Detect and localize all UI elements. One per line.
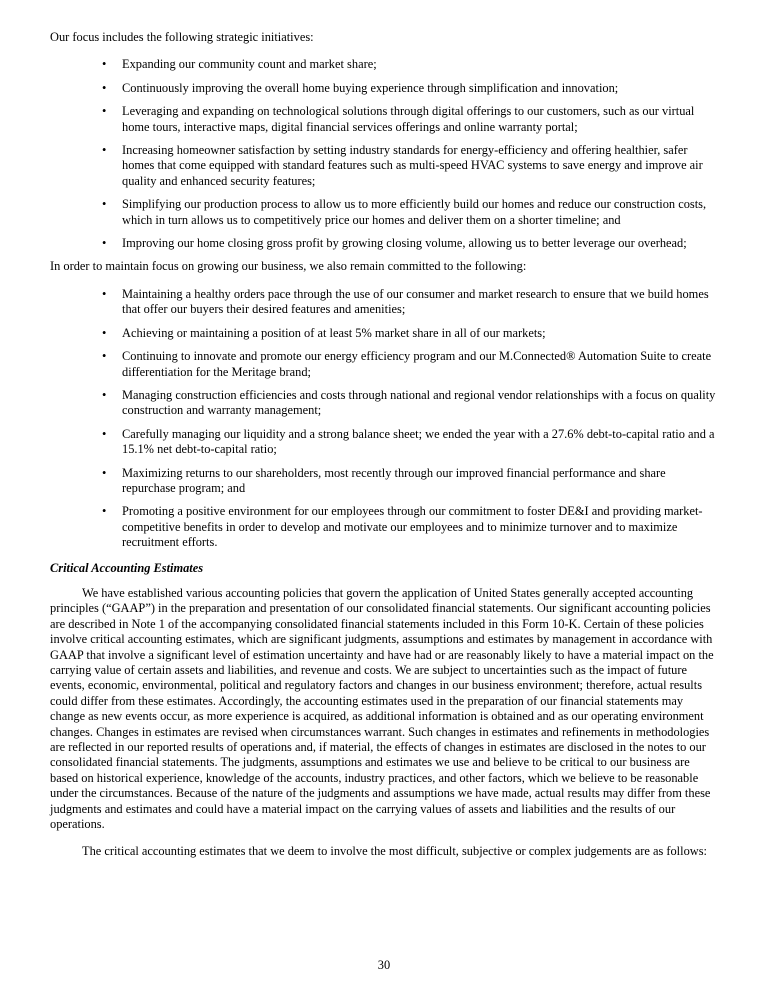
bullet-icon: • [102,286,107,301]
bullet-icon: • [102,465,107,480]
list-item [50,143,718,189]
strategic-initiatives-list [50,57,718,251]
bullet-text: Maximizing returns to our shareholders, most recently through our improved financial performance and share repurchase program; and [122,465,666,495]
bullet-icon: • [102,197,107,212]
list-item [50,57,718,72]
bullet-icon: • [102,57,107,72]
bullet-icon: • [102,426,107,441]
bullet-icon: • [102,236,107,251]
list-item [50,104,718,135]
body-paragraph-2: The critical accounting estimates that we deem to involve the most difficult, subjective or complex judgements are as follows: [82,844,707,859]
bullet-text: Leveraging and expanding on technological solutions through digital offerings to our customers, such as our virtual home tours, interactive maps, digital financial services offerings and online warranty portal; [122,104,695,134]
bullet-text: Increasing homeowner satisfaction by setting industry standards for energy-efficiency and offering healthier, safer homes that come equipped with standard features such as multi-speed HVAC systems to save energy and improve air quality and enhanced security features; [122,143,703,188]
bullet-text: Carefully managing our liquidity and a strong balance sheet; we ended the year with a 27.6% debt-to-capital ratio and a 15.1% net debt-to-capital ratio; [122,426,715,457]
bullet-text: Improving our home closing gross profit by growing closing volume, allowing us to better leverage our overhead; [122,236,687,251]
bullet-text: Expanding our community count and market share; [122,57,377,72]
bullet-text: Maintaining a healthy orders pace through the use of our consumer and market research to ensure that we build homes that offer our buyers their desired features and amenities; [122,286,709,317]
bullet-icon: • [102,325,107,340]
bullet-text: Managing construction efficiencies and costs through national and regional vendor relationships with a focus on quality construction and warranty management; [122,387,716,418]
list-item [50,236,718,251]
bullet-text: Continuously improving the overall home buying experience through simplification and innovation; [122,80,619,95]
bullet-icon: • [102,504,107,519]
bullet-icon: • [102,104,107,119]
list-item [50,504,718,550]
bullet-icon: • [102,80,107,95]
bullet-text: Promoting a positive environment for our employees through our commitment to foster DE&I and providing market-competitive benefits in order to develop and motivate our employees and to minimize turnover and to maximize recruitment efforts. [122,504,703,550]
bullet-icon: • [102,143,107,158]
body-paragraph-1: We have established various accounting policies that govern the application of United States generally accepted accounting principles (“GAAP”) in the preparation and presentation of our consolidated financial statements. Our significant accounting policies are described in Note 1 of the accompanying consolidated financial statements included in this Form 10-K. Certain of these policies involve critical accounting estimates, which are significant judgments, assumptions and estimates by management in accordance with GAAP that involve a significant level of estimation uncertainty and have had or are reasonably likely to have a material impact on the carrying value of certain assets and liabilities, and revenue and costs. We are subject to uncertainties such as the impact of future events, economic, environmental, political and regulatory factors and changes in our business environment; therefore, actual results could differ from these estimates. Accordingly, the accounting estimates used in the preparation of our financial statements may change as new events occur, as more experience is acquired, as additional information is obtained and as our operating environment changes. Changes in estimates are revised when circumstances warrant. Such changes in estimates and refinements in methodologies are reflected in our reported results of operations and, if material, the effects of changes in estimates are disclosed in the notes to our consolidated financial statements. The judgments, assumptions and estimates we use and believe to be critical to our business are based on historical experience, knowledge of the accounts, industry practices, and other factors, which we believe to be reasonable under the circumstances. Because of the nature of the judgments and assumptions we have made, actual results may differ from these judgments and estimates and could have a material impact on the carrying values of assets and liabilities and the results of our operations. [50,585,714,832]
list-item [50,349,718,380]
intro-paragraph-2: In order to maintain focus on growing our business, we also remain committed to the following: [50,259,527,274]
list-item [50,326,718,341]
list-item [50,287,718,318]
list-item [50,466,718,497]
bullet-text: Achieving or maintaining a position of at least 5% market share in all of our markets; [122,325,546,340]
list-item [50,197,718,228]
bullet-icon: • [102,387,107,402]
list-item [50,388,718,419]
list-item [50,81,718,96]
commitments-list [50,287,718,551]
intro-paragraph-1: Our focus includes the following strategic initiatives: [50,30,314,44]
bullet-text: Simplifying our production process to allow us to more efficiently build our homes and reduce our construction costs, which in turn allows us to competitively price our homes and deliver them on a shorter timeline; and [122,197,707,227]
page-number: 30 [377,958,391,972]
list-item [50,427,718,458]
section-heading: Critical Accounting Estimates [50,560,204,575]
bullet-text: Continuing to innovate and promote our energy efficiency program and our M.Connected® Automation Suite to create differentiation for the Meritage brand; [122,349,712,379]
bullet-icon: • [102,349,107,364]
